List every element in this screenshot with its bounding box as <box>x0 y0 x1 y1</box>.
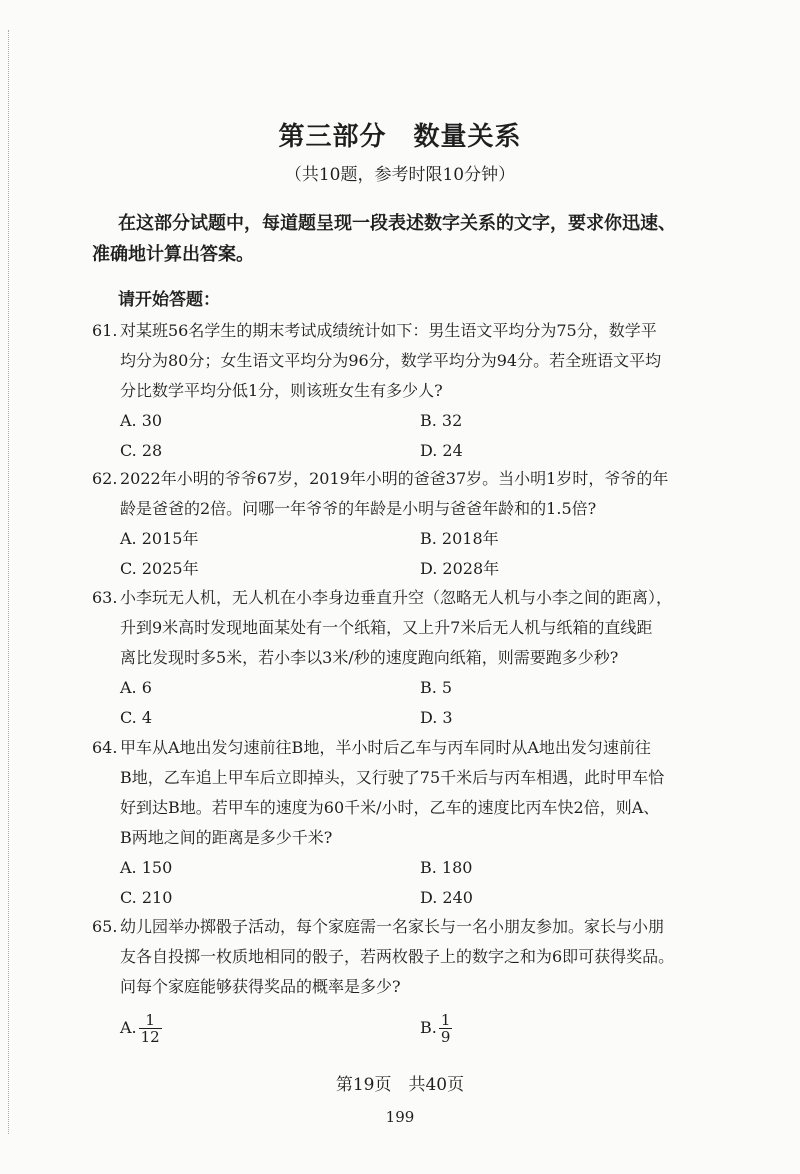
question-62 <box>92 464 732 584</box>
stem-line: 好到达B地。若甲车的速度为60千米/小时，乙车的速度比丙车快2倍，则A、 <box>120 798 660 817</box>
page-number: 199 <box>385 1108 415 1126</box>
question-64 <box>92 733 732 913</box>
section-title: 第三部分 数量关系 <box>278 122 522 152</box>
stem-line: 问每个家庭能够获得奖品的概率是多少? <box>120 977 401 996</box>
question-number: 64. <box>92 738 118 757</box>
question-stem <box>92 912 732 1002</box>
section-instruction <box>92 208 718 270</box>
option-row <box>120 883 732 913</box>
start-prompt: 请开始答题： <box>118 290 220 310</box>
option-b: B. 180 <box>420 858 473 877</box>
option-a <box>120 1012 162 1045</box>
question-stem <box>92 583 732 673</box>
question-65 <box>92 912 732 1064</box>
stem-line: 2022年小明的爷爷67岁，2019年小明的爸爸37岁。当小明1岁时，爷爷的年 <box>120 469 669 488</box>
option-d: D. 240 <box>420 888 473 907</box>
option-label: B. <box>420 1018 437 1037</box>
option-row <box>120 554 732 584</box>
option-row <box>120 1012 732 1064</box>
option-label: A. <box>120 1018 137 1037</box>
page-footer: 第19页 共40页 <box>335 1075 465 1095</box>
question-number: 63. <box>92 588 118 607</box>
option-a: A. 150 <box>120 858 173 877</box>
stem-line: 分比数学平均分低1分，则该班女生有多少人? <box>120 381 443 400</box>
option-a: A. 6 <box>120 678 152 697</box>
question-number: 65. <box>92 917 118 936</box>
stem-line: 幼儿园举办掷骰子活动，每个家庭需一名家长与一名小朋友参加。家长与小朋 <box>120 917 665 936</box>
option-c: C. 210 <box>120 888 173 907</box>
option-d: D. 3 <box>420 708 453 727</box>
option-b: B. 2018年 <box>420 529 499 548</box>
stem-line: 小李玩无人机，无人机在小李身边垂直升空（忽略无人机与小李之间的距离）， <box>120 588 673 607</box>
option-b <box>420 1012 452 1045</box>
stem-line: 对某班56名学生的期末考试成绩统计如下：男生语文平均分为75分，数学平 <box>120 321 657 340</box>
fraction-numerator: 1 <box>440 1011 451 1029</box>
stem-line: B地，乙车追上甲车后立即掉头，又行驶了75千米后与丙车相遇，此时甲车恰 <box>120 768 665 787</box>
option-b: B. 32 <box>420 411 463 430</box>
instruction-line-2: 准确地计算出答案。 <box>92 244 254 265</box>
question-number: 61. <box>92 321 118 340</box>
instruction-line-1: 在这部分试题中，每道题呈现一段表述数字关系的文字，要求你迅速、 <box>118 213 676 234</box>
option-row <box>120 436 732 466</box>
fraction-denominator: 9 <box>440 1028 451 1046</box>
stem-line: 升到9米高时发现地面某处有一个纸箱，又上升7米后无人机与纸箱的直线距 <box>120 618 653 637</box>
option-row <box>120 406 732 436</box>
option-row <box>120 703 732 733</box>
option-c: C. 28 <box>120 441 163 460</box>
option-a: A. 2015年 <box>120 529 199 548</box>
fraction <box>139 1012 162 1045</box>
option-c: C. 2025年 <box>120 559 199 578</box>
question-stem <box>92 316 732 406</box>
fraction <box>439 1012 453 1045</box>
question-stem <box>92 464 732 524</box>
question-stem <box>92 733 732 853</box>
fraction-numerator: 1 <box>139 1012 162 1029</box>
fraction-denominator: 12 <box>140 1028 160 1046</box>
option-row <box>120 673 732 703</box>
option-a: A. 30 <box>120 411 163 430</box>
question-61 <box>92 316 732 466</box>
stem-line: 均分为80分；女生语文平均分为96分，数学平均分为94分。若全班语文平均 <box>120 351 662 370</box>
stem-line: 离比发现时多5米，若小李以3米/秒的速度跑向纸箱，则需要跑多少秒? <box>120 648 619 667</box>
option-b: B. 5 <box>420 678 453 697</box>
stem-line: 友各自投掷一枚质地相同的骰子，若两枚骰子上的数字之和为6即可获得奖品。 <box>120 947 675 966</box>
option-d: D. 2028年 <box>420 559 500 578</box>
option-row <box>120 853 732 883</box>
stem-line: 龄是爸爸的2倍。问哪一年爷爷的年龄是小明与爸爸年龄和的1.5倍? <box>120 499 597 518</box>
question-63 <box>92 583 732 733</box>
option-d: D. 24 <box>420 441 463 460</box>
stem-line: B两地之间的距离是多少千米? <box>120 828 333 847</box>
stem-line: 甲车从A地出发匀速前往B地，半小时后乙车与丙车同时从A地出发匀速前往 <box>120 738 651 757</box>
question-number: 62. <box>92 469 118 488</box>
option-row <box>120 524 732 554</box>
option-c: C. 4 <box>120 708 153 727</box>
section-subtitle: （共10题，参考时限10分钟） <box>284 165 516 185</box>
